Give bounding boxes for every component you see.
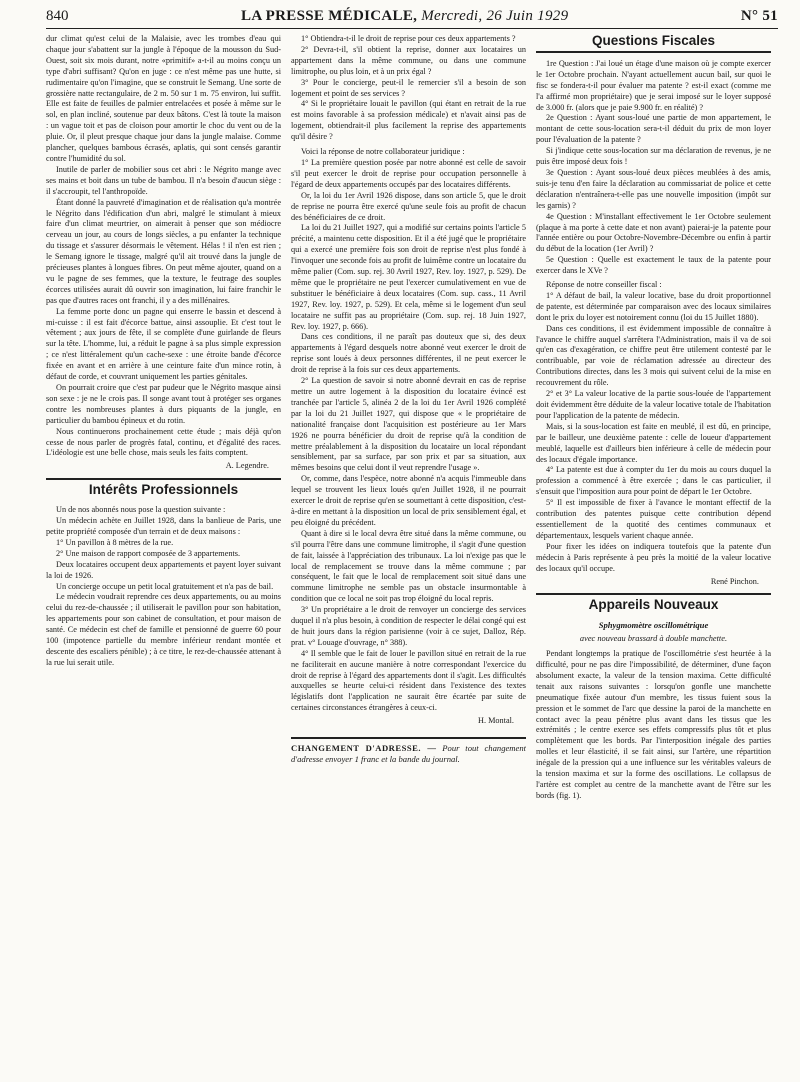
issue-number: N° 51 [740,8,778,24]
paragraph: Deux locataires occupent deux appartements et payent loyer suivant la loi de 1926. [46,559,281,580]
question-item: 4° Si le propriétaire louait le pavillon (qui étant en retrait de la rue est moins favorable à sa profession médicale) et n'avait ainsi pas de logement, obtiendrait-il plus facilement la reprise des appartements qu'il désire ? [291,99,526,142]
question-intro: Un de nos abonnés nous pose la question suivante : [56,505,226,515]
paragraph: Étant donné la pauvreté d'imagination et de réalisation qu'a montrée le Négrito dans l'édification d'un abri, malgré le stimulant à mieux faire d'un climat meurtrier, on aimerait à penser que son médiocre cerveau un jour, au cours de longs siècles, a pu enfanter la technique du tissage et s'assurer désormais le vêtement. Hélas ! il n'en est rien ; le Semang ignore le tissage, malgré qu'il ait trouvé dans la jungle de précieuses plantes à longues fibres. On peut même ajouter, quand on a vu le pagne de ses femmes, que la texture, le feutrage des souples écorces utilisées aurait dû ouvrir son imagination, lui faire franchir le pas que d'autres races ont franchi, il y a des millénaires. [46,197,281,305]
notice-label: CHANGEMENT D'ADRESSE. — [291,743,437,754]
author-signature: A. Legendre. [225,461,269,471]
paragraph: Le médecin voudrait reprendre ces deux appartements, ou au moins celui du rez-de-chaussée ; il utiliserait le pavillon pour son habitation, les appartements pour son cabinet de consultation, et pour maison de santé. Ce médecin est chef de famille et pensionné de guerre 60 pour 100 (impotence partielle du membre inférieur rendant montée et descente des escaliers pénible) ; à ce titre, le rez-de-chaussée attenant à la rue lui serait utile. [46,592,281,667]
paragraph: On pourrait croire que c'est par pudeur que le Négrito masque ainsi son sexe : je ne le crois pas. Il songe avant tout à protéger ses organes contre les nombreuses plantes à durs piquants de la jungle, en particulier du bambou épineux et du rotin. [46,383,281,425]
malaisie-article [46,34,281,472]
notice-text: Pour tout changement d'adresse envoyer 1 franc et la bande du journal. [291,743,526,765]
answer-paragraph: Quant à dire si le local devra être situé dans la même commune, ou s'il pourra l'être dans une commune limitrophe, il s'agit d'une question de fait, laissée à l'appréciation des tribunaux. La loi n'exige pas que le local de remplacement se trouve dans la même commune ; par conséquent, le fait que le local de remplacement soit situé dans une commune limitrophe ne semble pas un obstacle insurmontable à condition que ce local ne soit pas trop éloigné du local repris. [291,528,526,604]
address-change-notice [291,737,526,765]
page-number: 840 [46,8,69,24]
answer-paragraph: Dans ces conditions, il ne paraît pas douteux que si, des deux appartements à l'égard desquels notre abonné veut exercer le droit de reprise sont loués à deux personnes différentes, il ne peut exercer le droit de reprise à la fois sur ces deux appartements. [291,332,526,375]
section-title-appareils: Appareils Nouveaux [536,593,771,614]
question-item: 3e Question : Ayant sous-loué deux pièces meublées à des amis, suis-je tenu d'en faire la déclaration au commissariat de police et cette déclaration n'entraînera-t-elle pas une nouvelle imposition (impôt sur les garnis) ? [536,167,771,210]
answer-paragraph: 4° Il semble que le fait de louer le pavillon situé en retrait de la rue ne faciliterait en aucune manière à notre correspondant l'exercice du droit de reprise à l'égard des appartements dont il s'agit. Les difficultés auxquelles se heurte celui-ci résident dans l'existence des textes législatifs dont l'application ne saurait être écartée par suite de certaines circonstances étrangères à ceux-ci. [291,648,526,713]
question-item: 1° Obtiendra-t-il le droit de reprise pour ces deux appartements ? [301,34,516,43]
section-title-fiscales: Questions Fiscales [536,34,771,53]
journal-title [241,8,568,25]
page-header [46,8,778,29]
answer-paragraph: 2° La question de savoir si notre abonné devrait en cas de reprise mettre un autre logement à la disposition du locataire évincé est tranchée par l'article 5, alinéa 2 de la loi du 1er Avril 1926 complété par la loi du 21 Juillet 1927, qui dispose que « le propriétaire de nationalité française dont l'acquisition est postérieure au 1er Mars 1926 ne pourra bénéficier du droit de reprise qu'à la condition de mettre préalablement à la disposition du locataire un local répondant sensiblement, par sa surface, par son prix et par sa situation, aux mêmes besoins que celui dont il veut reprendre l'usage ». [291,376,526,473]
article-subtitle-secondary: avec nouveau brassard à double manchette. [579,634,728,644]
article-subtitle: Sphygmomètre oscillométrique [598,620,709,631]
column-2 [291,34,526,1076]
answer-paragraph: Or, la loi du 1er Avril 1926 dispose, dans son article 5, que le droit de reprise ne pourra être exercé qu'une seule fois au profit de chacun des bénéficiaires de ce droit. [291,190,526,222]
author-signature: René Pinchon. [710,576,759,586]
question-item: 3° Pour le concierge, peut-il le remercier s'il a besoin de son logement et point de ses services ? [291,77,526,98]
section-title-interets: Intérêts Professionnels [46,478,281,499]
question-item: 4e Question : M'installant effectivement le 1er Octobre seulement (plaque à ma porte à cette date et non avant) paierai-je la patente pour l'année entière ou pour Octobre-Novembre-Décembre ou enfin à partir du début de la location (1er Avril) ? [536,211,771,254]
issue-date: Mercredi, 26 Juin 1929 [421,8,569,24]
question-item: 1re Question : J'ai loué un étage d'une maison où je compte exercer le 1er Octobre prochain. N'ayant actuellement aucun bail, sur quoi le fisc se fondera-t-il pour évaluer ma patente ? est-il exact (comme me l'a affirmé mon propriétaire) que je serai imposé sur le loyer supposé de 3.000 fr. (alors que je paie 9.900 fr. en réalité) ? [536,58,771,112]
answer-paragraph: Or, comme, dans l'espèce, notre abonné n'a acquis l'immeuble dans lequel se trouvent les lieux loués qu'en Juillet 1928, il ne pourrait exercer le droit de reprise qu'en se soumettant à cette disposition, c'est-à-dire en mettant à la disposition un local de prix sensiblement égal, et peu éloigné du précédent. [291,474,526,527]
paragraph: 2° Une maison de rapport composée de 3 appartements. [56,548,241,558]
columns [46,34,778,1076]
paragraph: 1° Un pavillon à 8 mètres de la rue. [56,537,174,547]
paragraph: Inutile de parler de mobilier sous cet abri : le Négrito mange avec ses mains et boit dans un tube de bambou. Il n'a besoin d'aucun siège : il s'accroupit, tel l'anthropoïde. [46,164,281,196]
answer-paragraph: Pour fixer les idées on indiquera toutefois que la patente d'un médecin à Paris représente à peu près la moitié de la valeur locative des locaux qu'il occupe. [536,541,771,573]
journal-name: LA PRESSE MÉDICALE, [241,8,418,24]
paragraph: La femme porte donc un pagne qui enserre le bassin et descend à mi-cuisse : il est fait d'écorce battue, ainsi assouplie. Et c'est tout le vêtement ; aux jours de fête, il se complète d'une guirlande de fleurs sur la tête. L'homme, lui, a réduit le pagne à sa plus simple expression ; ce n'est littéralement qu'un cache-sexe : une étroite bande d'écorce fixée en avant et en arrière à une ceinture faite d'un mince rotin, à défaut de corde, et couvrant uniquement les parties génitales. [46,306,281,382]
answer-intro: Réponse de notre conseiller fiscal : [546,280,662,290]
paragraph: Pendant longtemps la pratique de l'oscillométrie s'est heurtée à la difficulté, pour ne pas dire l'impossibilité, de déterminer, d'une façon absolument exacte, la valeur de la tension maxima. Cette difficulté tenait aux raisons suivantes : lorsqu'on gonfle une manchette pneumatique fixée autour d'un membre, les tissus fuient sous la pression et le sommet de l'arc que dessine la paroi de la manchette en contact avec la peau pénètre plus avant dans les tissus que les extrémités ; le centre exerce ses effets compressifs plus tôt et plus complètement que les bords. Par l'interposition inégale des parties molles et leur élasticité, il se fait ainsi, sur l'artère, une répartition inégale de la pression qui a une influence sur les véritables valeurs de la tension maxima et sur la forme des oscillations. Le collapsus de l'artère est complet au centre de la manchette avant de l'être sur les bords (fig. 1). [536,649,771,800]
answer-paragraph: Dans ces conditions, il est évidemment impossible de connaître à l'avance le chiffre auquel s'arrêtera l'Administration, mais il va de soi qu'en cas d'exagération, ce chiffre peut être utilement contesté par le contribuable, par voie de réclamation adressée au directeur des Contributions directes, dans les 3 mois qui suivent celui de la mise en recouvrement du rôle. [536,323,771,388]
question-item: 2e Question : Ayant sous-loué une partie de mon appartement, le montant de cette sous-location sera-t-il déduit du prix de mon loyer pour l'évaluation de la patente ? [536,113,771,145]
answer-paragraph: 1° A défaut de bail, la valeur locative, base du droit proportionnel de patente, est déterminée par comparaison avec des locaux similaires dont le prix du loyer est notoirement connu (loi du 15 Juillet 1880). [536,290,771,322]
question-item: 2° Devra-t-il, s'il obtient la reprise, donner aux locataires un appartement dans la même commune, ou dans une commune limitrophe, ou plus loin, et à un prix égal ? [291,44,526,76]
answer-intro: Voici la réponse de notre collaborateur juridique : [301,147,465,157]
question-item: 5e Question : Quelle est exactement le taux de la patente pour exercer dans le XVe ? [536,255,771,276]
column-1 [46,34,281,1076]
column-3 [536,34,771,1076]
question-item: Si j'indique cette sous-location sur ma déclaration de revenus, je ne puis être imposé deux fois ! [536,146,771,167]
paragraph: dur climat qu'est celui de la Malaisie, avec les trombes d'eau qui chaque jour s'abattent sur la jungle à l'époque de la mousson du Sud-Ouest, soit six mois durant, notre «primitif» a-t-il au moins conçu un type d'abri suffisant? Qu'on en juge : ce n'est même pas une hutte, si rudimentaire qu'on l'imagine, que se construit le Semang. Une sorte de grossière natte rectangulaire, de 2 m. 50 sur 1 m. 75 environ, lui suffit. Elle est faite de feuilles de palmier entrelacées et posée à même sur le sol, en plan incliné, soutenue par deux bâtons. C'est là toute la maison : un vague toit et pas de cloison pour amortir le choc du vent ou de la pluie. Or, il pleut presque chaque jour dans la jungle malaise. Comme plancher, quelques bambous écrasés, aplatis, qui sont censés garantir contre l'humidité du sol. [46,34,281,163]
paragraph: Nous continuerons prochainement cette étude ; mais déjà qu'on cesse de nous parler de progrès fatal, continu, et d'égalité des races. L'idéologie est une belle chose, mais seuls les faits comptent. [46,426,281,458]
answer-paragraph: 3° Un propriétaire a le droit de renvoyer un concierge des services duquel il n'a plus besoin, à condition de respecter le délai congé qui est de huit jours dans la région parisienne (voir à ce sujet, Dalloz, Rép. prat. v° Louage d'ouvrage, n° 388). [291,605,526,647]
answer-paragraph: 1° La première question posée par notre abonné est celle de savoir s'il peut exercer le droit de reprise pour occupation personnelle à l'égard de deux appartements occupés par des locataires différents. [291,157,526,189]
author-signature: H. Montal. [478,716,514,726]
answer-paragraph: Mais, si la sous-location est faite en meublé, il est dû, en principe, par le bailleur, une deuxième patente : celle de loueur d'appartement meublé, laquelle est d'ailleurs bien inférieure à celle de médecin pour des locaux d'égale importance. [536,421,771,464]
answer-paragraph: La loi du 21 Juillet 1927, qui a modifié sur certains points l'article 5 précité, a maintenu cette disposition. Et il a été jugé que le propriétaire qui a exercé une première fois son droit de reprise n'est plus fondé à l'invoquer une seconde fois au profit de luimême contre un locataire du même palier (Com. sup. rej. 30 Avril 1927, Rev. loy. 1927, p. 529). De même que le propriétaire ne peut l'exercer cumulativement en vue de substituer le bénéficiaire à deux locataires (Com. sup. cass., 11 Avril 1927, Rev. loy. 1927, p. 529). Et cela, même si le logement d'un seul locataire ne suffit pas au propriétaire (Com. sup. rej. 18 Juin 1927, Rev. loy. 1927, p. 666). [291,223,526,331]
answer-paragraph: 4° La patente est due à compter du 1er du mois au cours duquel la profession a commencé à être exercée ; dans le cas particulier, il s'ensuit que l'imposition aura pour point de départ le 1er Octobre. [536,465,771,497]
paragraph: Un médecin achète en Juillet 1928, dans la banlieue de Paris, une petite propriété composée d'un terrain et de deux maisons : [46,516,281,536]
answer-paragraph: 5° Il est impossible de fixer à l'avance le montant effectif de la contribution des patentes puisque cette contribution dépend essentiellement de la quotité des centimes communaux et départementaux, lesquels varient chaque année. [536,498,771,540]
answer-paragraph: 2° et 3° La valeur locative de la partie sous-louée de l'appartement doit évidemment être déduite de la valeur locative totale de l'habitation pour l'application de la patente de médecin. [536,389,771,420]
paragraph: Un concierge occupe un petit local gratuitement et n'a pas de bail. [56,581,274,591]
